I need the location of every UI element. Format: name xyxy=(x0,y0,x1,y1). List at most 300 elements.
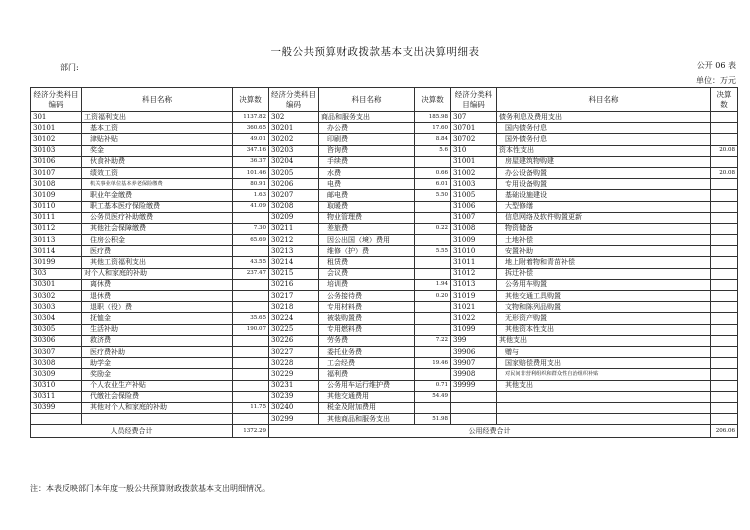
col-code-header: 经济分类科目编码 xyxy=(269,88,319,112)
cell-amount xyxy=(415,402,451,413)
cell-amount: 7.22 xyxy=(415,335,451,346)
footnote: 注：本表反映部门本年度一般公共预算财政拨款基本支出明细情况。 xyxy=(30,484,270,493)
cell-code: 30309 xyxy=(31,369,82,380)
cell-amount xyxy=(711,179,738,190)
cell-code: 30108 xyxy=(31,179,82,190)
cell-amount xyxy=(711,246,738,257)
table-row xyxy=(31,179,738,190)
cell-name: 公务用车购置 xyxy=(497,279,711,290)
cell-code: 31008 xyxy=(451,223,497,234)
cell-amount: 80.91 xyxy=(233,179,269,190)
cell-code: 31006 xyxy=(451,201,497,212)
cell-code: 31010 xyxy=(451,246,497,257)
cell-name: 工资福利支出 xyxy=(82,112,233,123)
table-code: 公开 06 表 xyxy=(696,61,736,70)
cell-name: 水费 xyxy=(319,167,415,178)
cell-name: 信息网络及软件购置更新 xyxy=(497,212,711,223)
cell-amount xyxy=(711,279,738,290)
cell-amount xyxy=(415,268,451,279)
cell-amount xyxy=(711,380,738,391)
cell-code: 30205 xyxy=(269,167,319,178)
table-row xyxy=(31,112,738,123)
cell-name: 奖金 xyxy=(82,145,233,156)
cell-name: 其他资本性支出 xyxy=(497,324,711,335)
cell-code: 30239 xyxy=(269,391,319,402)
cell-name: 退休费 xyxy=(82,291,233,302)
cell-name: 房屋建筑物购建 xyxy=(497,156,711,167)
cell-amount xyxy=(711,268,738,279)
cell-code: 31099 xyxy=(451,324,497,335)
table-row xyxy=(31,369,738,380)
cell-amount: 0.66 xyxy=(415,167,451,178)
cell-name: 医疗费补助 xyxy=(82,346,233,357)
col-code-header: 经济分类科目编码 xyxy=(451,88,497,112)
cell-amount xyxy=(415,235,451,246)
cell-code: 30111 xyxy=(31,212,82,223)
cell-name: 其他支出 xyxy=(497,380,711,391)
cell-code: 39906 xyxy=(451,346,497,357)
cell-code: 30106 xyxy=(31,156,82,167)
cell-code: 30224 xyxy=(269,313,319,324)
cell-code: 30109 xyxy=(31,190,82,201)
cell-code: 31003 xyxy=(451,179,497,190)
cell-code: 30212 xyxy=(269,235,319,246)
cell-code: 30308 xyxy=(31,358,82,369)
cell-code: 30307 xyxy=(31,346,82,357)
cell-amount xyxy=(233,335,269,346)
cell-name: 其他商品和服务支出 xyxy=(319,414,415,425)
cell-name: 公务用车运行维护费 xyxy=(319,380,415,391)
table-row xyxy=(31,134,738,145)
col-amount-header: 决算数 xyxy=(711,88,738,112)
table-row xyxy=(31,279,738,290)
cell-code: 31012 xyxy=(451,268,497,279)
cell-amount xyxy=(233,369,269,380)
cell-amount: 20.08 xyxy=(711,167,738,178)
cell-name: 土地补偿 xyxy=(497,235,711,246)
cell-amount: 101.46 xyxy=(233,167,269,178)
cell-code xyxy=(451,391,497,402)
cell-amount: 7.30 xyxy=(233,223,269,234)
cell-amount: 54.49 xyxy=(415,391,451,402)
cell-name: 物业管理费 xyxy=(319,212,415,223)
cell-name: 地上附着物和青苗补偿 xyxy=(497,257,711,268)
cell-code: 30215 xyxy=(269,268,319,279)
cell-name: 基础设施建设 xyxy=(497,190,711,201)
cell-amount xyxy=(711,134,738,145)
cell-code: 30211 xyxy=(269,223,319,234)
cell-code: 30206 xyxy=(269,179,319,190)
cell-name: 抚恤金 xyxy=(82,313,233,324)
cell-amount: 8.84 xyxy=(415,134,451,145)
cell-code: 30107 xyxy=(31,167,82,178)
cell-code: 31001 xyxy=(451,156,497,167)
cell-name: 绩效工资 xyxy=(82,167,233,178)
cell-code: 30228 xyxy=(269,358,319,369)
cell-amount xyxy=(415,212,451,223)
cell-name: 培训费 xyxy=(319,279,415,290)
cell-amount xyxy=(233,346,269,357)
cell-amount xyxy=(711,313,738,324)
cell-code: 30101 xyxy=(31,123,82,134)
cell-amount xyxy=(711,414,738,425)
cell-name: 津贴补贴 xyxy=(82,134,233,145)
cell-name: 印刷费 xyxy=(319,134,415,145)
cell-name: 国外债务付息 xyxy=(497,134,711,145)
cell-code: 31022 xyxy=(451,313,497,324)
cell-amount xyxy=(711,156,738,167)
cell-name: 咨询费 xyxy=(319,145,415,156)
cell-amount xyxy=(711,346,738,357)
cell-name: 救济费 xyxy=(82,335,233,346)
cell-code: 399 xyxy=(451,335,497,346)
cell-code: 30113 xyxy=(31,235,82,246)
table-row xyxy=(31,313,738,324)
cell-code: 31009 xyxy=(451,235,497,246)
cell-name: 公务接待费 xyxy=(319,291,415,302)
col-name-header: 科目名称 xyxy=(497,88,711,112)
table-row xyxy=(31,380,738,391)
cell-name: 职工基本医疗保险缴费 xyxy=(82,201,233,212)
cell-name: 差旅费 xyxy=(319,223,415,234)
cell-amount: 1137.82 xyxy=(233,112,269,123)
cell-amount xyxy=(711,201,738,212)
cell-amount xyxy=(233,212,269,223)
cell-amount xyxy=(415,346,451,357)
cell-code: 30204 xyxy=(269,156,319,167)
cell-name: 专用材料费 xyxy=(319,302,415,313)
cell-code: 302 xyxy=(269,112,319,123)
cell-name: 安置补助 xyxy=(497,246,711,257)
cell-amount: 0.71 xyxy=(415,380,451,391)
cell-amount xyxy=(415,156,451,167)
cell-name: 文物和陈列品购置 xyxy=(497,302,711,313)
cell-amount xyxy=(415,324,451,335)
cell-name: 电费 xyxy=(319,179,415,190)
cell-name: 助学金 xyxy=(82,358,233,369)
cell-amount xyxy=(711,291,738,302)
cell-name xyxy=(497,414,711,425)
cell-amount xyxy=(233,380,269,391)
cell-amount xyxy=(711,257,738,268)
cell-name: 工会经费 xyxy=(319,358,415,369)
cell-code: 30208 xyxy=(269,201,319,212)
cell-amount xyxy=(711,391,738,402)
cell-code: 30114 xyxy=(31,246,82,257)
cell-name: 物资储备 xyxy=(497,223,711,234)
cell-amount xyxy=(415,201,451,212)
cell-name: 委托业务费 xyxy=(319,346,415,357)
cell-code: 303 xyxy=(31,268,82,279)
cell-name: 其他支出 xyxy=(497,335,711,346)
cell-code: 310 xyxy=(451,145,497,156)
cell-amount: 347.16 xyxy=(233,145,269,156)
cell-name: 维修（护）费 xyxy=(319,246,415,257)
cell-code: 30202 xyxy=(269,134,319,145)
public-total-value: 206.06 xyxy=(711,425,738,438)
cell-name: 住房公积金 xyxy=(82,235,233,246)
cell-name xyxy=(82,414,233,425)
cell-name: 对民间非营利组织和群众性自治组织补贴 xyxy=(497,369,711,380)
cell-code: 30199 xyxy=(31,257,82,268)
cell-amount xyxy=(711,335,738,346)
cell-name: 对个人和家庭的补助 xyxy=(82,268,233,279)
col-code-header: 经济分类科目编码 xyxy=(31,88,82,112)
cell-code: 30217 xyxy=(269,291,319,302)
cell-amount xyxy=(711,212,738,223)
cell-amount: 11.75 xyxy=(233,402,269,413)
cell-code: 30214 xyxy=(269,257,319,268)
cell-code: 31002 xyxy=(451,167,497,178)
table-row xyxy=(31,167,738,178)
cell-amount xyxy=(415,302,451,313)
cell-name: 伙食补助费 xyxy=(82,156,233,167)
cell-code: 30231 xyxy=(269,380,319,391)
cell-name: 商品和服务支出 xyxy=(319,112,415,123)
cell-name: 手续费 xyxy=(319,156,415,167)
cell-name: 邮电费 xyxy=(319,190,415,201)
cell-code: 39999 xyxy=(451,380,497,391)
cell-name: 劳务费 xyxy=(319,335,415,346)
cell-code: 30311 xyxy=(31,391,82,402)
cell-amount: 1.94 xyxy=(415,279,451,290)
personnel-total-label: 人员经费合计 xyxy=(31,425,233,438)
cell-name: 其他交通工具购置 xyxy=(497,291,711,302)
cell-amount xyxy=(711,223,738,234)
table-row xyxy=(31,358,738,369)
table-row xyxy=(31,201,738,212)
cell-code: 30213 xyxy=(269,246,319,257)
cell-amount xyxy=(233,391,269,402)
cell-amount xyxy=(711,190,738,201)
cell-name: 赠与 xyxy=(497,346,711,357)
cell-code: 30305 xyxy=(31,324,82,335)
cell-amount xyxy=(233,246,269,257)
cell-amount: 5.50 xyxy=(415,190,451,201)
cell-code: 30203 xyxy=(269,145,319,156)
cell-name: 因公出国（境）费用 xyxy=(319,235,415,246)
cell-amount xyxy=(711,369,738,380)
cell-amount: 360.65 xyxy=(233,123,269,134)
cell-name xyxy=(497,402,711,413)
cell-amount: 43.55 xyxy=(233,257,269,268)
cell-amount xyxy=(415,257,451,268)
table-row xyxy=(31,123,738,134)
cell-name: 大型修缮 xyxy=(497,201,711,212)
cell-amount: 0.22 xyxy=(415,223,451,234)
expenditure-table xyxy=(30,87,738,438)
cell-name: 税金及附加费用 xyxy=(319,402,415,413)
header-row xyxy=(31,88,738,112)
table-row xyxy=(31,223,738,234)
cell-code: 30310 xyxy=(31,380,82,391)
cell-code: 30702 xyxy=(451,134,497,145)
cell-code xyxy=(31,414,82,425)
table-row xyxy=(31,391,738,402)
cell-amount xyxy=(415,369,451,380)
cell-code: 30701 xyxy=(451,123,497,134)
cell-name: 职业年金缴费 xyxy=(82,190,233,201)
cell-amount xyxy=(233,302,269,313)
table-row xyxy=(31,335,738,346)
table-row xyxy=(31,268,738,279)
cell-name: 其他交通费用 xyxy=(319,391,415,402)
cell-name: 公务员医疗补助缴费 xyxy=(82,212,233,223)
unit-label: 单位：万元 xyxy=(696,76,736,85)
col-amount-header: 决算数 xyxy=(415,88,451,112)
cell-code xyxy=(451,414,497,425)
cell-code: 31013 xyxy=(451,279,497,290)
cell-code xyxy=(451,402,497,413)
cell-name: 拆迁补偿 xyxy=(497,268,711,279)
cell-code: 301 xyxy=(31,112,82,123)
cell-code: 30229 xyxy=(269,369,319,380)
cell-code: 30110 xyxy=(31,201,82,212)
totals-row xyxy=(31,425,738,438)
cell-name: 被装购置费 xyxy=(319,313,415,324)
cell-name: 国家赔偿费用支出 xyxy=(497,358,711,369)
cell-name: 生活补助 xyxy=(82,324,233,335)
table-body xyxy=(31,112,738,425)
cell-amount: 17.60 xyxy=(415,123,451,134)
cell-amount: 35.65 xyxy=(233,313,269,324)
cell-name: 取暖费 xyxy=(319,201,415,212)
cell-code: 30207 xyxy=(269,190,319,201)
table-row xyxy=(31,212,738,223)
cell-amount xyxy=(711,302,738,313)
cell-code: 30112 xyxy=(31,223,82,234)
cell-code: 30227 xyxy=(269,346,319,357)
page-title: 一般公共预算财政拨款基本支出决算明细表 xyxy=(270,46,480,58)
cell-amount: 185.98 xyxy=(415,112,451,123)
cell-code: 31019 xyxy=(451,291,497,302)
cell-code: 307 xyxy=(451,112,497,123)
cell-name xyxy=(497,391,711,402)
cell-amount: 19.46 xyxy=(415,358,451,369)
cell-code: 31021 xyxy=(451,302,497,313)
cell-amount xyxy=(233,279,269,290)
cell-amount xyxy=(415,313,451,324)
cell-amount xyxy=(711,123,738,134)
cell-amount: 49.01 xyxy=(233,134,269,145)
cell-amount: 190.07 xyxy=(233,324,269,335)
cell-name: 办公设备购置 xyxy=(497,167,711,178)
cell-code: 39908 xyxy=(451,369,497,380)
cell-code: 30216 xyxy=(269,279,319,290)
cell-name: 医疗费 xyxy=(82,246,233,257)
cell-name: 机关事业单位基本养老保险缴费 xyxy=(82,179,233,190)
cell-name: 其他工资福利支出 xyxy=(82,257,233,268)
cell-name: 无形资产购置 xyxy=(497,313,711,324)
cell-name: 资本性支出 xyxy=(497,145,711,156)
cell-amount: 41.09 xyxy=(233,201,269,212)
table-row xyxy=(31,414,738,425)
cell-name: 债务利息及费用支出 xyxy=(497,112,711,123)
cell-code: 30102 xyxy=(31,134,82,145)
cell-amount: 237.47 xyxy=(233,268,269,279)
cell-amount xyxy=(233,358,269,369)
cell-amount: 1.63 xyxy=(233,190,269,201)
cell-name: 办公费 xyxy=(319,123,415,134)
table-row xyxy=(31,156,738,167)
table-row xyxy=(31,291,738,302)
department-label: 部门: xyxy=(60,63,79,72)
cell-name: 专用燃料费 xyxy=(319,324,415,335)
cell-name: 国内债务付息 xyxy=(497,123,711,134)
cell-name: 福利费 xyxy=(319,369,415,380)
cell-code: 31005 xyxy=(451,190,497,201)
cell-amount: 6.01 xyxy=(415,179,451,190)
table-row xyxy=(31,324,738,335)
cell-name: 离休费 xyxy=(82,279,233,290)
cell-name: 奖励金 xyxy=(82,369,233,380)
table-row xyxy=(31,257,738,268)
col-name-header: 科目名称 xyxy=(82,88,233,112)
cell-code: 31007 xyxy=(451,212,497,223)
cell-code: 30303 xyxy=(31,302,82,313)
cell-amount xyxy=(711,112,738,123)
cell-name: 其他对个人和家庭的补助 xyxy=(82,402,233,413)
cell-code: 39907 xyxy=(451,358,497,369)
table-row xyxy=(31,302,738,313)
public-total-label: 公用经费合计 xyxy=(269,425,711,438)
table-row xyxy=(31,190,738,201)
table-row xyxy=(31,235,738,246)
cell-code: 30399 xyxy=(31,402,82,413)
cell-code: 30201 xyxy=(269,123,319,134)
col-amount-header: 决算数 xyxy=(233,88,269,112)
cell-name: 其他社会保障缴费 xyxy=(82,223,233,234)
cell-code: 31011 xyxy=(451,257,497,268)
table-row xyxy=(31,246,738,257)
cell-name: 专用设备购置 xyxy=(497,179,711,190)
cell-amount: 51.98 xyxy=(415,414,451,425)
cell-code: 30226 xyxy=(269,335,319,346)
cell-code: 30299 xyxy=(269,414,319,425)
cell-amount: 36.37 xyxy=(233,156,269,167)
cell-name: 退职（役）费 xyxy=(82,302,233,313)
cell-name: 个人农业生产补贴 xyxy=(82,380,233,391)
cell-amount xyxy=(233,291,269,302)
cell-code: 30304 xyxy=(31,313,82,324)
col-name-header: 科目名称 xyxy=(319,88,415,112)
cell-name: 基本工资 xyxy=(82,123,233,134)
personnel-total-value: 1372.29 xyxy=(233,425,269,438)
cell-amount: 20.08 xyxy=(711,145,738,156)
cell-amount: 5.55 xyxy=(415,246,451,257)
cell-name: 代缴社会保险费 xyxy=(82,391,233,402)
cell-amount xyxy=(711,235,738,246)
cell-name: 会议费 xyxy=(319,268,415,279)
cell-amount: 5.6 xyxy=(415,145,451,156)
cell-amount xyxy=(711,324,738,335)
cell-code: 30240 xyxy=(269,402,319,413)
cell-code: 30306 xyxy=(31,335,82,346)
cell-name: 租赁费 xyxy=(319,257,415,268)
cell-code: 30302 xyxy=(31,291,82,302)
cell-amount: 0.20 xyxy=(415,291,451,302)
cell-amount: 65.69 xyxy=(233,235,269,246)
cell-amount xyxy=(233,414,269,425)
cell-code: 30225 xyxy=(269,324,319,335)
cell-amount xyxy=(711,358,738,369)
cell-code: 30209 xyxy=(269,212,319,223)
cell-code: 30103 xyxy=(31,145,82,156)
table-row xyxy=(31,346,738,357)
table-row xyxy=(31,145,738,156)
table-row xyxy=(31,402,738,413)
cell-amount xyxy=(711,402,738,413)
